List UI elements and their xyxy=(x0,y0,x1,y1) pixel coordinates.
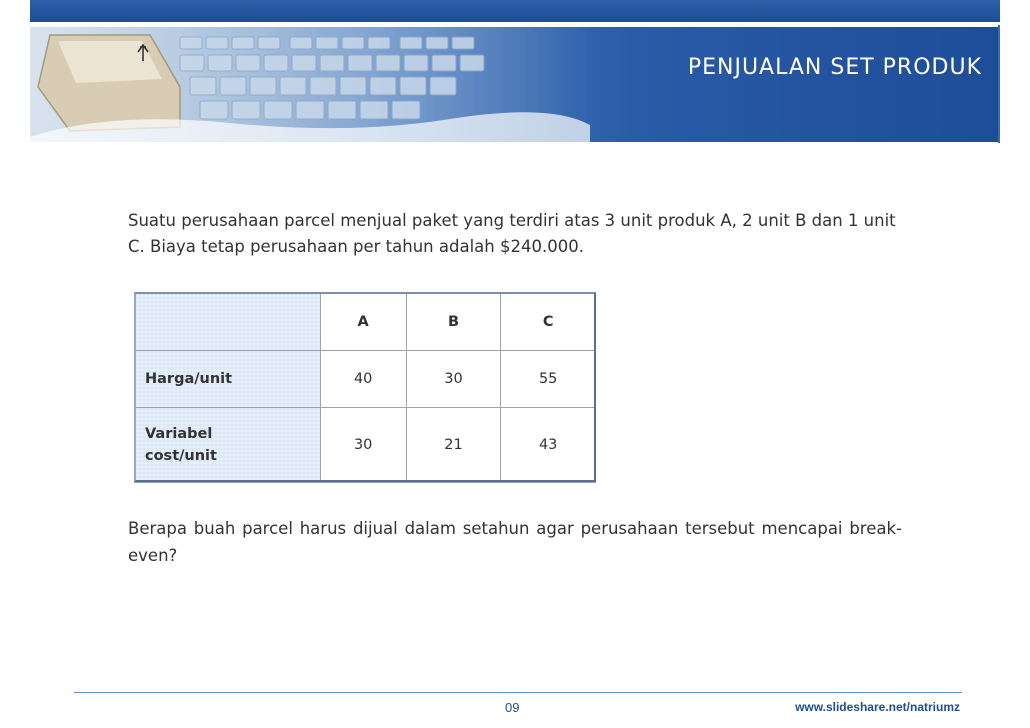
row-label-text: Variabel cost/unit xyxy=(145,426,217,464)
table-header-row xyxy=(135,293,596,351)
top-bar-divider xyxy=(30,22,1000,25)
row-label-price: Harga/unit xyxy=(135,351,321,408)
product-table xyxy=(134,292,596,482)
page-number: 09 xyxy=(505,700,520,715)
product-table-grid xyxy=(134,292,596,483)
slide-title: PENJUALAN SET PRODUK xyxy=(687,55,982,80)
table-row xyxy=(135,351,596,408)
table-cell: 30 xyxy=(406,351,501,408)
footer-url: www.slideshare.net/natriumz xyxy=(795,700,960,714)
table-cell: 43 xyxy=(501,408,596,483)
header-banner xyxy=(30,27,1000,142)
table-cell: 40 xyxy=(320,351,406,408)
row-label-variable-cost xyxy=(135,408,321,483)
table-cell: 30 xyxy=(320,408,406,483)
column-header-a: A xyxy=(320,293,406,351)
page-edge xyxy=(998,25,1000,143)
table-row xyxy=(135,408,596,483)
top-bar xyxy=(30,0,1000,22)
table-corner-cell xyxy=(135,293,321,351)
footer-rule xyxy=(74,692,962,693)
table-cell: 21 xyxy=(406,408,501,483)
keyboard-image xyxy=(30,27,590,142)
table-cell: 55 xyxy=(501,351,596,408)
problem-statement: Suatu perusahaan parcel menjual paket yang terdiri atas 3 unit produk A, 2 unit B dan 1 unit C. Biaya tetap perusahaan per tahun adalah $240.000. xyxy=(128,211,896,256)
question-text: Berapa buah parcel harus dijual dalam setahun agar perusahaan tersebut mencapai break-even? xyxy=(128,519,902,565)
column-header-b: B xyxy=(406,293,501,351)
column-header-c: C xyxy=(501,293,596,351)
